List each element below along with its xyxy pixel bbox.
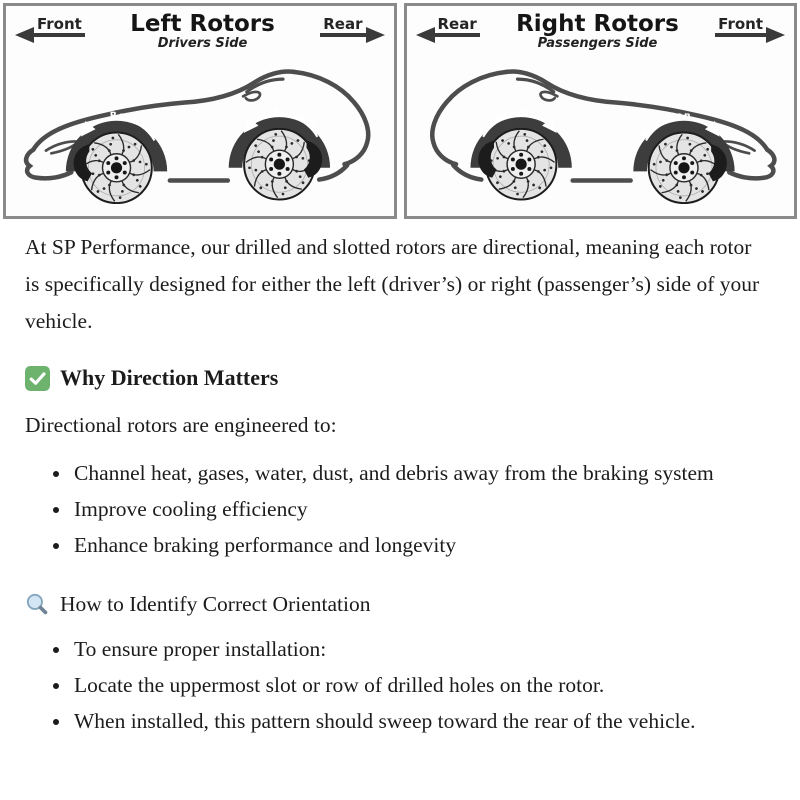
arrow-left-icon — [416, 27, 435, 43]
list-item: • When installed, this pattern should sweep toward the rear of the vehicle. — [72, 703, 732, 739]
rotation-label: Rotation — [639, 109, 692, 141]
right-panel-header — [407, 6, 795, 52]
article-body — [0, 219, 800, 739]
panel-title: Left Rotors — [130, 11, 275, 37]
left-rotors-panel — [3, 3, 397, 219]
rotation-label: Rotation — [272, 106, 324, 138]
magnifier-icon — [25, 592, 50, 617]
direction-label: Front — [34, 17, 85, 37]
left-panel-header — [6, 6, 394, 52]
list-item: • Locate the uppermost slot or row of drilled holes on the rotor. — [72, 667, 732, 703]
section-title: How to Identify Correct Orientation — [60, 592, 371, 616]
direction-label: Rear — [320, 17, 365, 37]
why-lead-paragraph: Directional rotors are engineered to: — [25, 413, 337, 437]
front-direction-arrow — [715, 17, 785, 39]
section-title: Why Direction Matters — [60, 365, 279, 390]
arrow-right-icon — [766, 27, 785, 43]
list-item: • Improve cooling efficiency — [72, 491, 732, 527]
right-rotors-panel — [404, 3, 798, 219]
panel-title: Right Rotors — [516, 11, 679, 37]
list-item: • Enhance braking performance and longevity — [72, 527, 732, 563]
check-icon — [25, 366, 50, 391]
identify-bullet-list — [25, 631, 775, 739]
front-direction-arrow — [15, 17, 85, 39]
rotor-direction-diagram — [0, 0, 800, 219]
panel-subtitle: Passengers Side — [537, 36, 658, 52]
intro-paragraph: At SP Performance, our drilled and slotted rotors are directional, meaning each rotor is specifically designed for either the left (driver’s) or right (passenger’s) side of your vehicle. — [25, 235, 760, 333]
list-item: • Channel heat, gases, water, dust, and debris away from the braking system — [72, 455, 732, 491]
panel-subtitle: Drivers Side — [157, 36, 248, 52]
rotation-label: Rotation — [109, 109, 161, 142]
arrow-left-icon — [15, 27, 34, 43]
rear-direction-arrow — [320, 17, 384, 39]
identify-orientation-heading — [25, 592, 775, 617]
list-item: • To ensure proper installation: — [72, 631, 732, 667]
direction-label: Front — [715, 17, 766, 37]
why-bullet-list — [25, 455, 775, 563]
why-direction-matters-heading — [25, 365, 775, 391]
right-car-illustration — [407, 52, 795, 204]
left-car-illustration — [6, 52, 394, 204]
rotation-label: Rotation — [476, 106, 529, 138]
arrow-right-icon — [366, 27, 385, 43]
rear-direction-arrow — [416, 17, 480, 39]
direction-label: Rear — [435, 17, 480, 37]
